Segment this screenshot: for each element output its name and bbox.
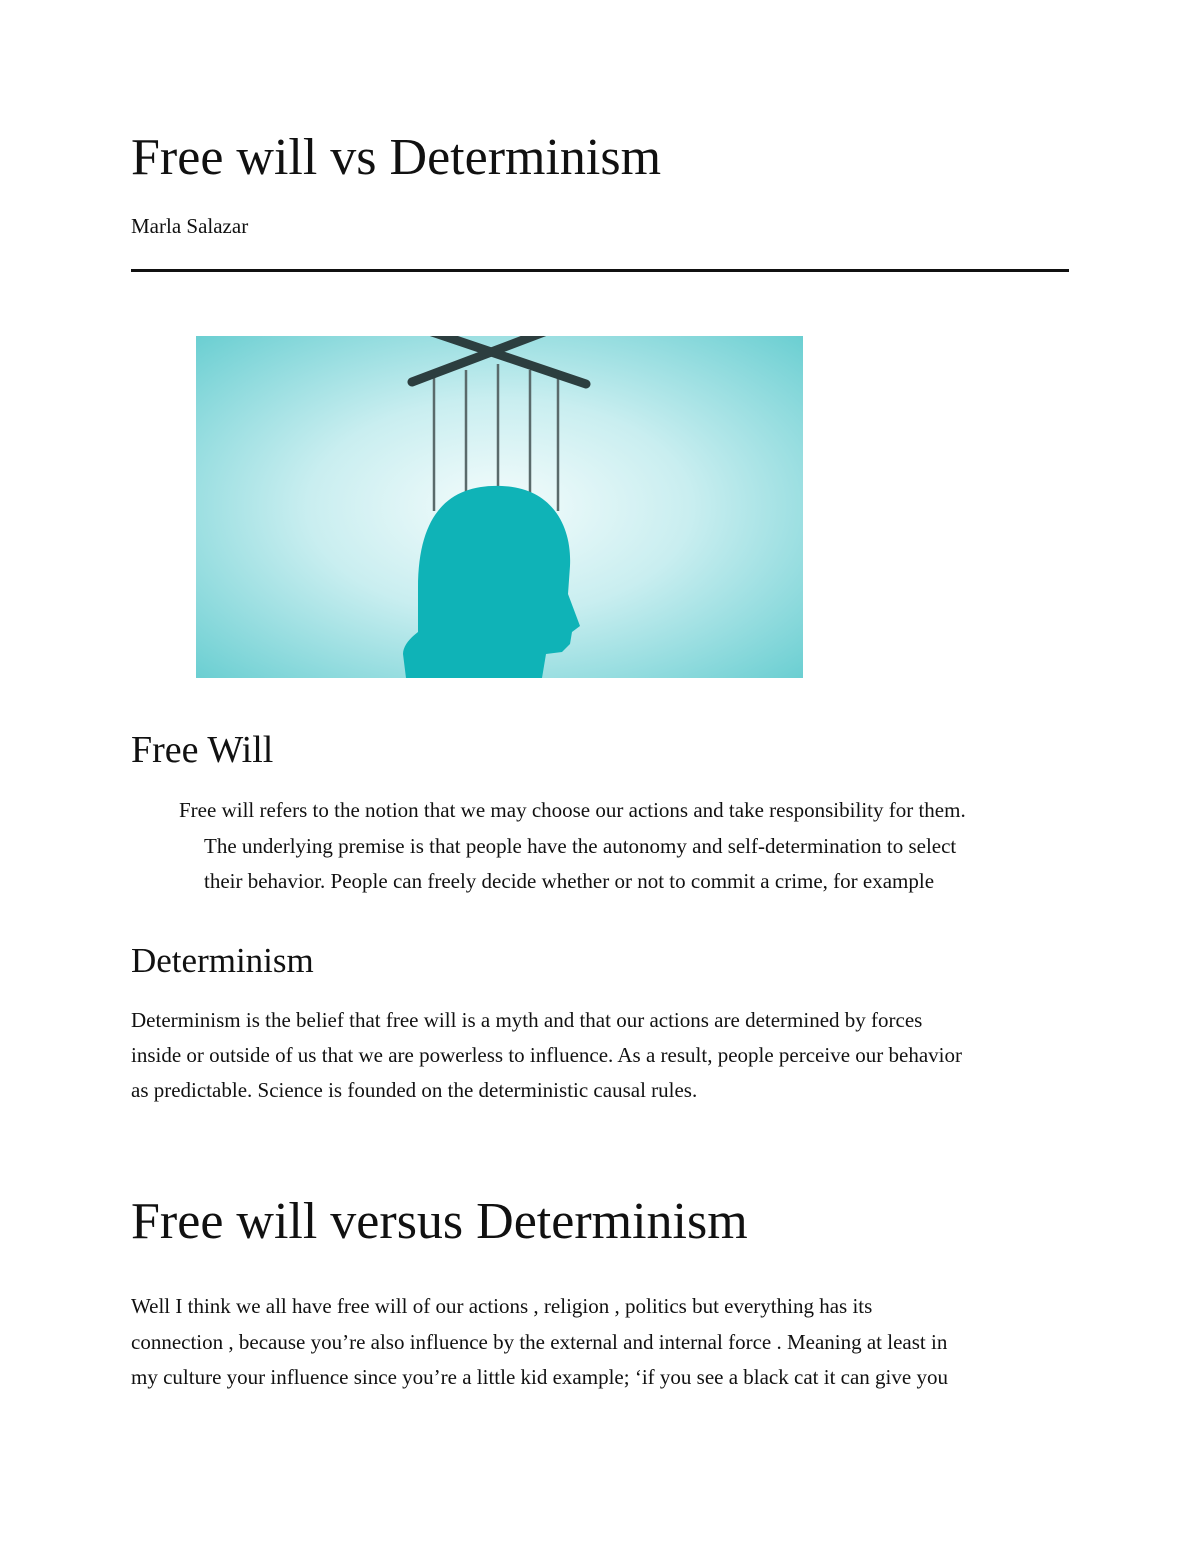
paragraph-line: connection , because you’re also influence by the external and internal force . Meaning at least in [131, 1329, 948, 1354]
page-title: Free will vs Determinism [131, 129, 662, 186]
paragraph-line: their behavior. People can freely decide whether or not to commit a crime, for example [204, 869, 935, 893]
determinism-paragraph [131, 1003, 1071, 1108]
paragraph-line: Determinism is the belief that free will is a myth and that our actions are determined by forces [131, 1008, 923, 1032]
paragraph-line: Free will refers to the notion that we may choose our actions and take responsibility for them. [179, 798, 966, 822]
section-heading-determinism: Determinism [131, 941, 314, 980]
paragraph-line: The underlying premise is that people have the autonomy and self-determination to select [204, 833, 957, 858]
free-will-paragraph [179, 793, 1079, 900]
puppet-head-image [196, 336, 803, 678]
horizontal-divider [131, 269, 1069, 272]
paragraph-line: inside or outside of us that we are powerless to influence. As a result, people perceive our behavior [131, 1043, 962, 1067]
section-heading-versus: Free will versus Determinism [131, 1193, 748, 1250]
paragraph-line: my culture your influence since you’re a little kid example; ‘if you see a black cat it can give you [131, 1365, 948, 1389]
section-heading-free-will: Free Will [131, 729, 274, 771]
paragraph-line: as predictable. Science is founded on the deterministic causal rules. [131, 1078, 698, 1102]
versus-paragraph [131, 1289, 1071, 1396]
paragraph-line: Well I think we all have free will of our actions , religion , politics but everything has its [131, 1294, 873, 1318]
author-name: Marla Salazar [131, 214, 249, 238]
